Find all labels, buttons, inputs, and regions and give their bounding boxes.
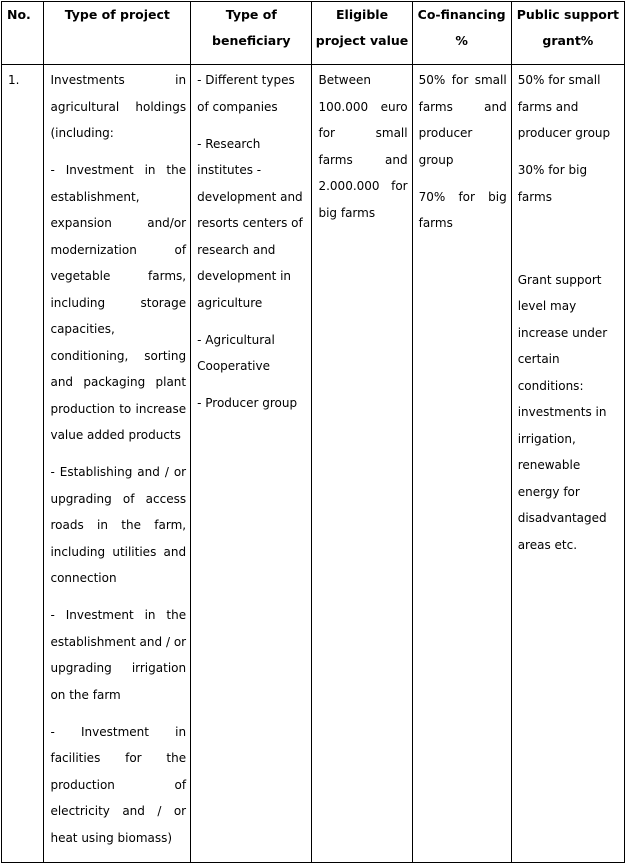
public-support-cell (511, 65, 624, 863)
header-type-of-beneficiary: Type of beneficiary (191, 2, 312, 65)
spacer (518, 221, 620, 267)
beneficiary-item: - Agricultural Cooperative (197, 332, 275, 373)
beneficiary-item: - Different types of companies (197, 73, 295, 114)
table-row (2, 65, 625, 863)
beneficiary-item: - Research institutes - development and resorts centers of research and development in agriculture (197, 136, 303, 310)
project-item: - Establishing and / or upgrading of access roads in the farm, including utilities and connection (50, 465, 187, 585)
project-item: - Investment in the establishment, expansion and/or modernization of vegetable farms, including storage capacities, conditioning, sorting and packaging plant production to increase value added products (50, 163, 187, 442)
header-type-of-project: Type of project (44, 2, 191, 65)
cofinancing-cell (412, 65, 511, 863)
public-support-item: 50% for small farms and producer group (517, 73, 611, 140)
cofinancing-item: 70% for big farms (418, 189, 507, 230)
project-cell (44, 65, 191, 863)
header-row (2, 2, 625, 65)
project-item: Investments in agricultural holdings (including: (50, 73, 187, 140)
row-number: 1. (2, 65, 44, 863)
header-eligible-value: Eligible project value (312, 2, 412, 65)
beneficiary-item: - Producer group (197, 396, 298, 410)
public-support-item: Grant support level may increase under certain conditions: investments in irrigation, renewable energy for disadvantaged areas etc. (517, 272, 608, 552)
eligible-value-text: Between 100.000 euro for small farms and 2.000.000 for big farms (318, 73, 408, 220)
header-public-support: Public support grant% (511, 2, 624, 65)
beneficiary-cell (191, 65, 312, 863)
public-support-item: 30% for big farms (517, 163, 588, 204)
cofinancing-item: 50% for small farms and producer group (418, 73, 507, 167)
project-item: - Investment in the establishment and / or upgrading irrigation on the farm (50, 608, 187, 702)
eligible-value-cell (312, 65, 412, 863)
project-item: - Investment in facilities for the production of electricity and / or heat using biomass) (50, 724, 187, 845)
header-no: No. (2, 2, 44, 65)
header-cofinancing: Co-financing % (412, 2, 511, 65)
support-table (1, 1, 625, 863)
